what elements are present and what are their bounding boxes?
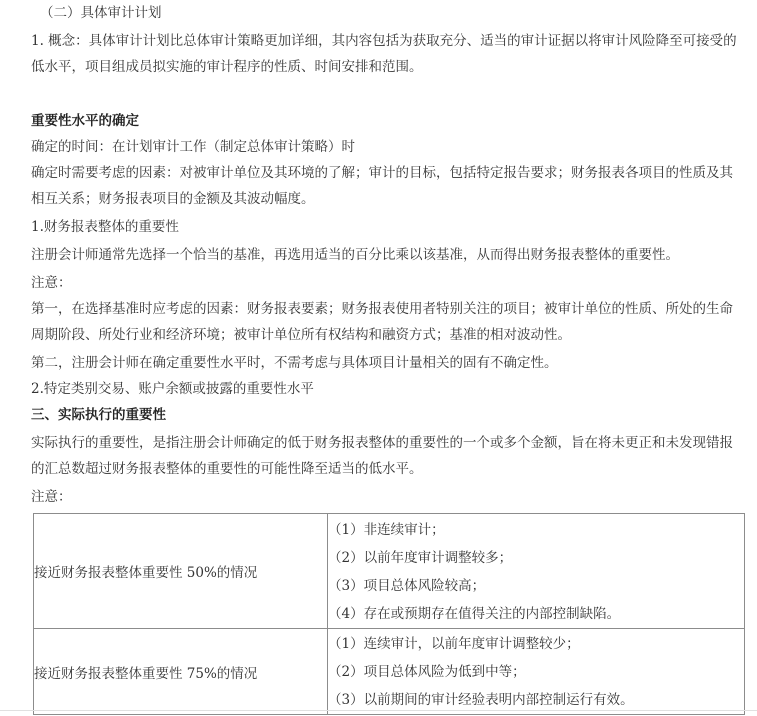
list-item: （1）非连续审计； [328,522,445,538]
list-item: （3）项目总体风险较高； [328,578,486,594]
condition-cell: 接近财务报表整体重要性 75%的情况 [34,629,328,715]
bottom-divider [0,710,757,711]
specific-materiality-heading: 2.特定类别交易、账户余额或披露的重要性水平 [31,381,314,397]
list-item: （4）存在或预期存在值得关注的内部控制缺陷。 [328,606,621,622]
materiality-timing: 确定的时间：在计划审计工作（制定总体审计策略）时 [31,139,355,155]
concept-paragraph-line-1: 1. 概念：具体审计计划比总体审计策略更加详细，其内容包括为获取充分、适当的审计证据以将审计风险降至可接受的 [31,33,737,49]
items-cell [328,629,745,715]
materiality-factors-line-1: 确定时需要考虑的因素：对被审计单位及其环境的了解；审计的目标，包括特定报告要求；财务报表各项目的性质及其 [31,165,733,181]
condition-cell: 接近财务报表整体重要性 50%的情况 [34,514,328,629]
list-item: （3）以前期间的审计经验表明内部控制运行有效。 [328,692,634,708]
materiality-heading: 重要性水平的确定 [31,113,139,129]
note-first-line-2: 周期阶段、所处行业和经济环境；被审计单位所有权结构和融资方式；基准的相对波动性。 [31,327,571,343]
performance-materiality-table [33,513,745,715]
note-second: 第二，注册会计师在确定重要性水平时，不需考虑与具体项目计量相关的固有不确定性。 [31,355,558,371]
performance-materiality-heading: 三、实际执行的重要性 [31,407,166,423]
materiality-factors-line-2: 相互关系；财务报表项目的金额及其波动幅度。 [31,191,315,207]
note-first-line-1: 第一，在选择基准时应考虑的因素：财务报表要素；财务报表使用者特别关注的项目；被审计单位的性质、所处的生命 [31,301,733,317]
list-item: （1）连续审计，以前年度审计调整较少； [328,636,580,652]
performance-note-label: 注意： [31,489,72,505]
overall-materiality-heading: 1.财务报表整体的重要性 [31,219,179,235]
performance-definition-line-1: 实际执行的重要性，是指注册会计师确定的低于财务报表整体的重要性的一个或多个金额，旨在将未更正和未发现错报 [31,435,733,451]
overall-materiality-text: 注册会计师通常先选择一个恰当的基准，再选用适当的百分比乘以该基准，从而得出财务报表整体的重要性。 [31,247,679,263]
items-cell [328,514,745,629]
table-row [34,629,745,715]
list-item: （2）以前年度审计调整较多； [328,550,513,566]
note-label: 注意： [31,275,72,291]
list-item: （2）项目总体风险为低到中等； [328,664,526,680]
section-heading-specific-audit-plan: （二）具体审计计划 [40,5,162,21]
concept-paragraph-line-2: 低水平，项目组成员拟实施的审计程序的性质、时间安排和范围。 [31,59,423,75]
table-row [34,514,745,629]
performance-definition-line-2: 的汇总数超过财务报表整体的重要性的可能性降至适当的低水平。 [31,461,423,477]
